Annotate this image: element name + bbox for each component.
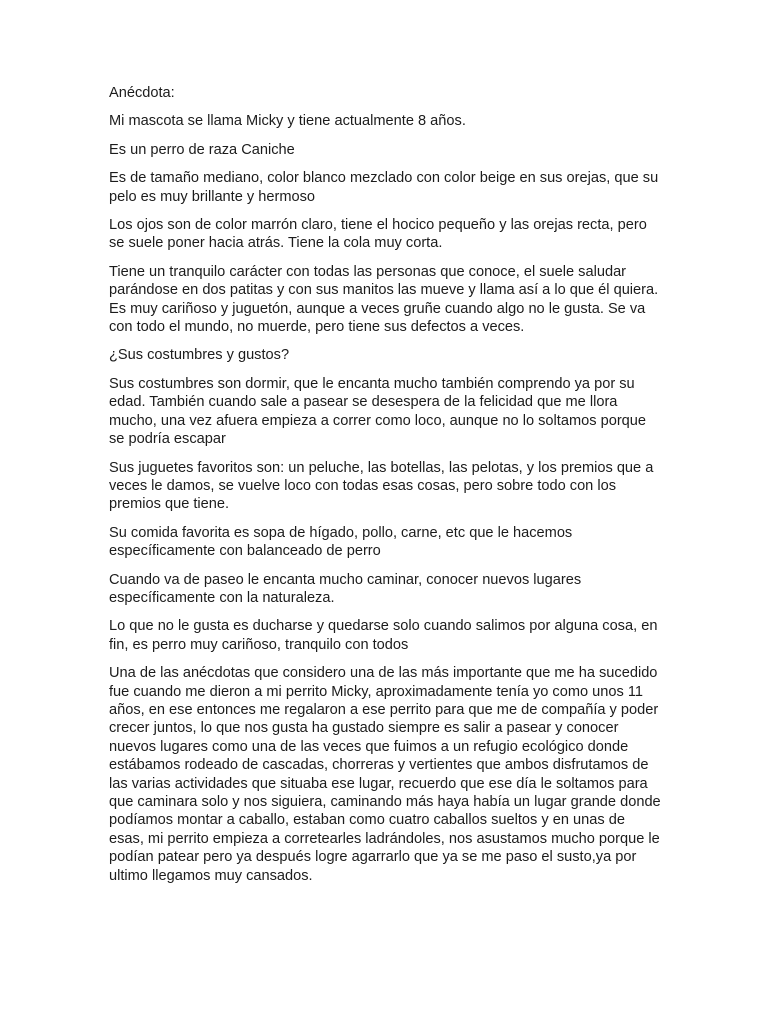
paragraph-toys: Sus juguetes favoritos son: un peluche, las botellas, las pelotas, y los premios que a veces le damos, se vuelve loco con todas esas cosas, pero sobre todo con los premios que tiene. (109, 459, 654, 513)
paragraph-food: Su comida favorita es sopa de hígado, pollo, carne, etc que le hacemos específicamente con balanceado de perro (109, 524, 573, 560)
document-page (109, 84, 661, 895)
paragraph-size-color: Es de tamaño mediano, color blanco mezclado con color beige en sus orejas, que su pelo es muy brillante y hermoso (109, 170, 659, 205)
paragraph-habits-question: ¿Sus costumbres y gustos? (109, 347, 290, 364)
paragraph-pet-name: Mi mascota se llama Micky y tiene actualmente 8 años. (109, 113, 466, 130)
paragraph-dislikes: Lo que no le gusta es ducharse y quedarse solo cuando salimos por alguna cosa, en fin, es perro muy cariñoso, tranquilo con todos (109, 618, 658, 653)
document-title: Anécdota: (109, 85, 175, 101)
paragraph-eyes-tail: Los ojos son de color marrón claro, tiene el hocico pequeño y las orejas recta, pero se suele poner hacia atrás. Tiene la cola muy corta. (109, 217, 647, 252)
paragraph-walks: Cuando va de paseo le encanta mucho caminar, conocer nuevos lugares específicamente con la naturaleza. (109, 571, 582, 606)
paragraph-habits: Sus costumbres son dormir, que le encanta mucho también comprendo ya por su edad. También cuando sale a pasear se desespera de la felicidad que me llora mucho, una vez afuera empieza a correr como loco, aunque no lo soltamos porque se podría escapar (109, 375, 647, 448)
paragraph-character: Tiene un tranquilo carácter con todas las personas que conoce, el suele saludar parándose en dos patitas y con sus manitos las mueve y llama así a lo que él quiera. Es muy cariñoso y juguetón, aunque a veces gruñe cuando algo no le gusta. Se va con todo el mundo, no muerde, pero tiene sus defectos a veces. (109, 263, 659, 336)
paragraph-anecdote: Una de las anécdotas que considero una de las más importante que me ha sucedido fue cuando me dieron a mi perrito Micky, aproximadamente tenía yo como unos 11 años, en ese entonces me regalaron a ese perrito para que me de compañía y poder crecer juntos, lo que nos gusta ha gustado siempre es salir a pasear y conocer nuevos lugares como una de las veces que fuimos a un refugio ecológico donde estábamos rodeado de cascadas, chorreras y vertientes que ambos disfrutamos de las varias actividades que situaba ese lugar, recuerdo que ese día le soltamos para que caminara solo y nos siguiera, caminando más haya había un lugar grande donde podíamos montar a caballo, estaban como cuatro caballos sueltos y en unas de esas, mi perrito empieza a corretearles ladrándoles, nos asustamos mucho porque le podían patear pero ya después logre agarrarlo que ya se me paso el susto,ya por ultimo llegamos muy cansados. (109, 665, 661, 884)
paragraph-breed: Es un perro de raza Caniche (109, 141, 295, 158)
